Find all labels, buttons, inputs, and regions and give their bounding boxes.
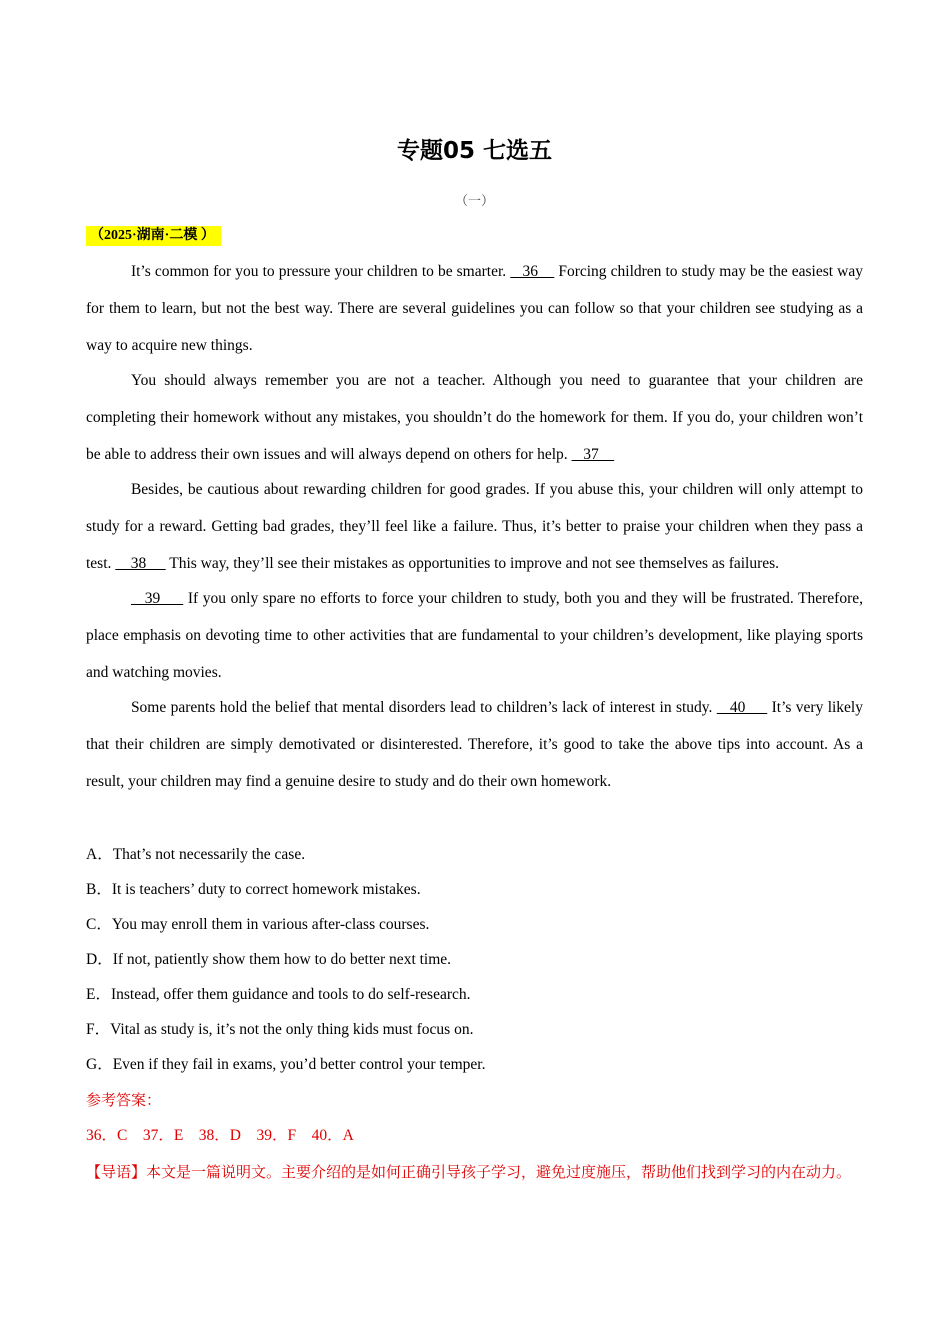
option-a: A．That’s not necessarily the case. bbox=[86, 846, 306, 863]
options-list bbox=[86, 837, 863, 1082]
option-c: C．You may enroll them in various after-class courses. bbox=[86, 916, 430, 933]
blank-36: 36 bbox=[510, 263, 555, 280]
option-b: B．It is teachers’ duty to correct homework mistakes. bbox=[86, 881, 421, 898]
paragraph-text: Forcing children to study may be the easiest way for them to learn, but not the best way. There are several guidelines you can follow so that your children see studying as a way to acquire new things. bbox=[86, 263, 863, 354]
paragraph-text: Besides, be cautious about rewarding children for good grades. If you abuse this, your children will only attempt to study for a reward. Getting bad grades, they’ll feel like a failure. Thus, it’s better to praise your children when they pass a test. bbox=[86, 481, 863, 572]
paragraph-text: This way, they’ll see their mistakes as opportunities to improve and not see themselves as failures. bbox=[165, 555, 780, 572]
answer-values: 36．C 37．E 38．D 39．F 40．A bbox=[86, 1127, 354, 1144]
guide-paragraph bbox=[86, 1153, 863, 1191]
blank-37: 37 bbox=[571, 446, 615, 463]
option-e: E．Instead, offer them guidance and tools to do self-research. bbox=[86, 986, 471, 1003]
passage-paragraph-1 bbox=[86, 253, 863, 364]
option-d: D．If not, patiently show them how to do better next time. bbox=[86, 951, 452, 968]
option-f: F．Vital as study is, it’s not the only thing kids must focus on. bbox=[86, 1021, 474, 1038]
paragraph-text: You should always remember you are not a teacher. Although you need to guarantee that your children are completing their homework without any mistakes, you shouldn’t do the homework for them. If you do, your children won’t be able to address their own issues and will always depend on others for help. bbox=[86, 372, 863, 463]
reading-passage bbox=[86, 253, 863, 798]
blank-40: 40 bbox=[716, 699, 768, 716]
passage-paragraph-2 bbox=[86, 362, 863, 473]
section-number: （一） bbox=[454, 193, 494, 208]
paragraph-text: If you only spare no efforts to force your children to study, both you and they will be frustrated. Therefore, place emphasis on devoting time to other activities that are fundamental to your children’s development, like playing sports and watching movies. bbox=[86, 590, 863, 681]
blank-38: 38 bbox=[115, 555, 166, 572]
guide-label: 【导语】 bbox=[86, 1163, 147, 1181]
passage-paragraph-4 bbox=[86, 580, 863, 691]
answer-label: 参考答案： bbox=[86, 1091, 162, 1109]
paragraph-text: It’s common for you to pressure your children to be smarter. bbox=[130, 263, 511, 280]
passage-paragraph-3 bbox=[86, 471, 863, 582]
blank-39: 39 bbox=[130, 590, 184, 607]
paragraph-text: It’s very likely that their children are simply demotivated or disinterested. Therefore, it’s good to take the above tips into account. As a result, your children may find a genuine desire to study and do their own homework. bbox=[86, 699, 863, 790]
passage-paragraph-5 bbox=[86, 689, 863, 800]
page-title: 专题05 七选五 bbox=[396, 138, 552, 164]
paragraph-text: Some parents hold the belief that mental disorders lead to children’s lack of interest in study. bbox=[130, 699, 717, 716]
guide-text: 本文是一篇说明文。主要介绍的是如何正确引导孩子学习，避免过度施压，帮助他们找到学习的内在动力。 bbox=[146, 1163, 852, 1181]
option-g: G．Even if they fail in exams, you’d better control your temper. bbox=[86, 1056, 486, 1073]
answer-section bbox=[86, 1083, 863, 1191]
source-tag: （2025·湖南·二模 ） bbox=[86, 226, 221, 246]
